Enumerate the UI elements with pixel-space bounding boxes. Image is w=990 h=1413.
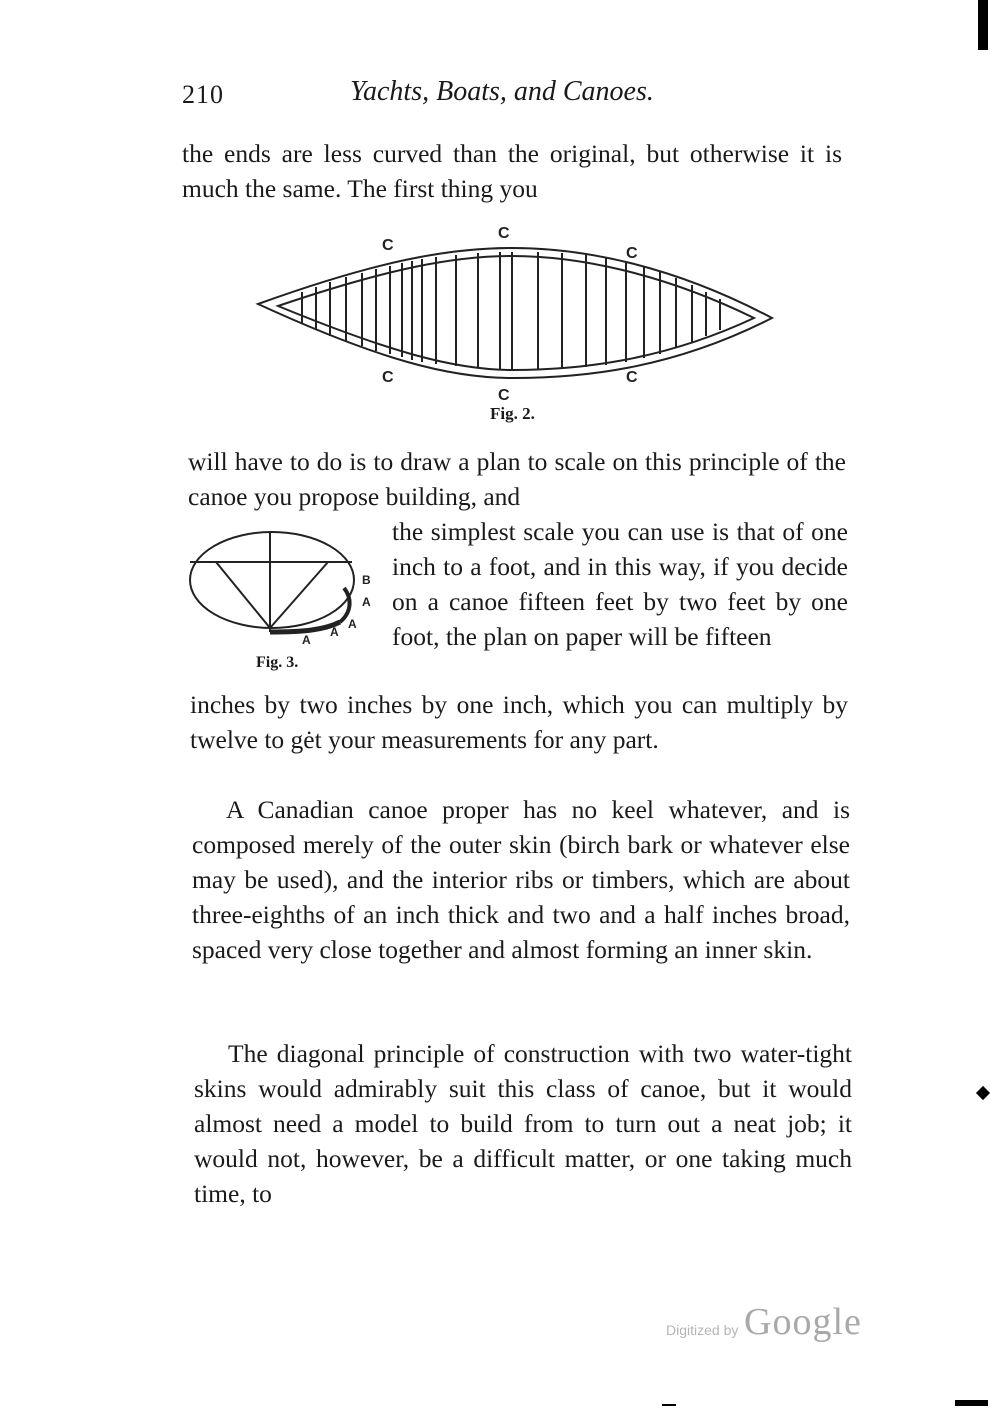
fig3-label: A bbox=[362, 595, 371, 609]
paragraph-text: the ends are less curved than the original, but otherwise it is much the same. The first thing you bbox=[182, 139, 842, 203]
page-number: 210 bbox=[182, 80, 224, 109]
page-header bbox=[182, 76, 702, 112]
fig3-label: A bbox=[330, 625, 339, 639]
scan-edge-mark-top bbox=[978, 0, 988, 50]
fig3-label: B bbox=[362, 573, 371, 587]
google-logo: Google bbox=[744, 1301, 862, 1343]
fig2-label-c: C bbox=[382, 237, 394, 254]
watermark-prefix: Digitized by bbox=[666, 1322, 739, 1338]
figure-2-canoe-plan bbox=[250, 220, 780, 404]
scan-dash bbox=[662, 1404, 676, 1406]
paragraph-2-wrapped-lines bbox=[392, 514, 848, 654]
running-head: Yachts, Boats, and Canoes. bbox=[350, 76, 654, 107]
fig3-label: A bbox=[302, 633, 311, 647]
scan-edge-mark-bottom bbox=[955, 1400, 988, 1406]
figure-3-section-diagram bbox=[184, 528, 380, 648]
paragraph-2-full-lines bbox=[188, 444, 846, 514]
digitized-watermark bbox=[666, 1300, 876, 1350]
fig2-label-c: C bbox=[626, 245, 638, 262]
paragraph-4 bbox=[194, 1036, 852, 1211]
canoe-outer-outline bbox=[258, 248, 772, 378]
fig2-label-c: C bbox=[498, 387, 510, 404]
paragraph-2-continued bbox=[190, 687, 848, 757]
paragraph-1 bbox=[182, 136, 842, 206]
fig3-label: A bbox=[348, 617, 357, 631]
paragraph-text: A Canadian canoe proper has no keel whatever, and is composed merely of the outer skin (birch bark or whatever else may be used), and the interior ribs or timbers, which are about three-eighths of an inch thick and two and a half inches broad, spaced very close together and almost forming an inner skin. bbox=[192, 795, 850, 964]
paragraph-3 bbox=[192, 792, 850, 967]
paragraph-text: The diagonal principle of construction with two water-tight skins would admirably suit this class of canoe, but it would almost need a model to build from to turn out a neat job; it would not, however, be a difficult matter, or one taking much time, to bbox=[194, 1039, 852, 1208]
section-ellipse bbox=[190, 532, 354, 628]
paragraph-text: the simplest scale you can use is that of one inch to a foot, and in this way, if you decide on a canoe fifteen feet by two feet by one foot, the plan on paper will be fifteen bbox=[392, 517, 848, 651]
scan-edge-mark-right bbox=[976, 1086, 990, 1100]
fig2-label-c: C bbox=[382, 369, 394, 386]
paragraph-text: will have to do is to draw a plan to scale on this principle of the canoe you propose building, and bbox=[188, 447, 846, 511]
figure-3-caption: Fig. 3. bbox=[256, 654, 299, 671]
fig2-label-c: C bbox=[626, 369, 638, 386]
figure-2-caption: Fig. 2. bbox=[490, 404, 535, 423]
paragraph-text: inches by two inches by one inch, which you can multiply by twelve to gėt your measurements for any part. bbox=[190, 690, 848, 754]
fig2-label-c: C bbox=[498, 225, 510, 242]
